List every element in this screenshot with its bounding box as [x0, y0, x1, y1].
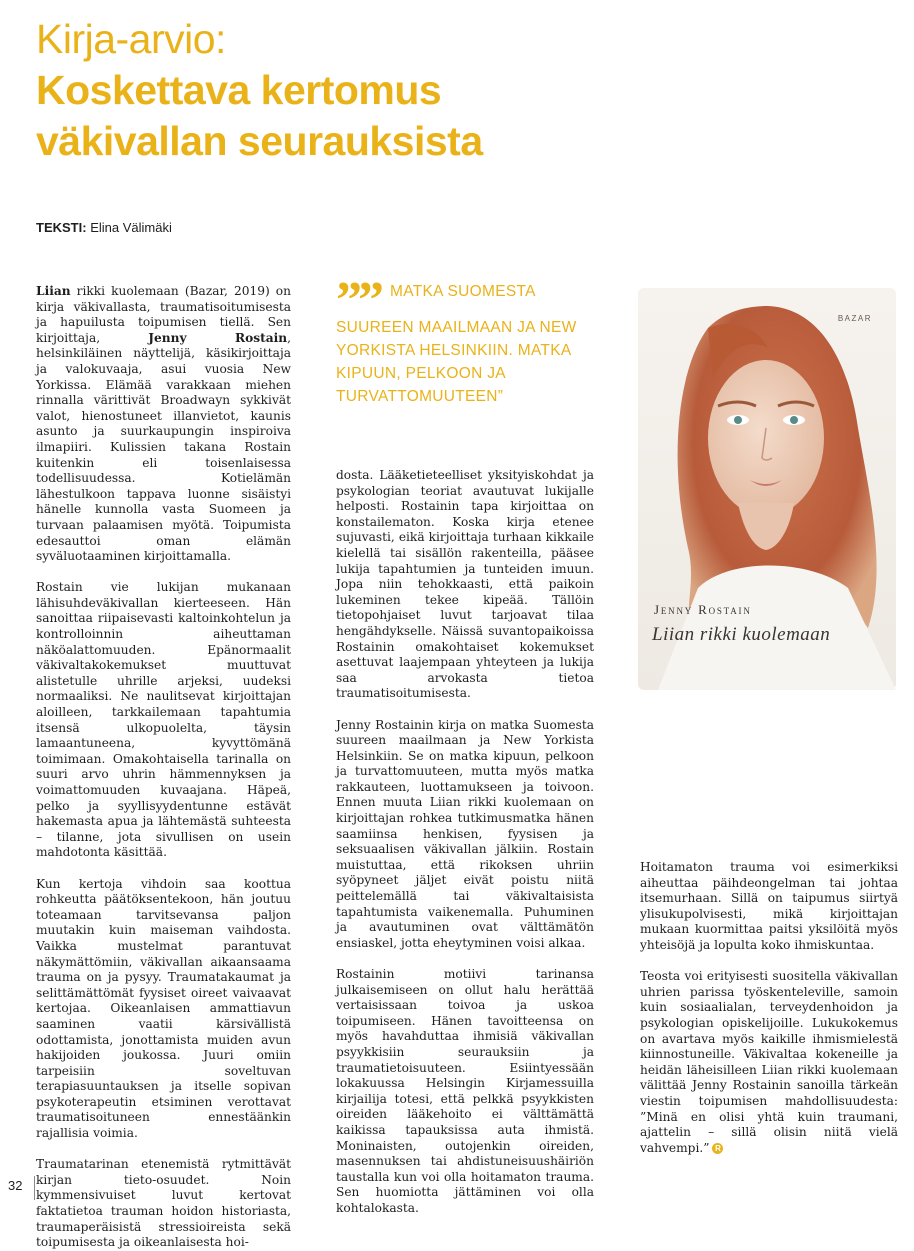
pull-quote-text: MATKA SUOMESTA SUUREEN MAAILMAAN JA NEW YORKISTA HELSINKIIN. MATKA KIPUUN, PELKOON JA TURVATTOMUUTEEN”: [336, 283, 577, 405]
paragraph: dosta. Lääketieteelliset yksityiskohdat ja psykologian teoriat avautuvat lukijalle helposti. Rostainin tapa kirjoittaa on konstailematon. Koska kirja etenee sujuvasti, eikä kirjoittaja turhaan kikkaile kielellä tai sisällön rakenteilla, pääsee lukija tapahtumien ja tunteiden imuun. Jopa niin tehokkaasti, että paikoin lukeminen tekee kipeää. Tällöin tietopohjaiset luvut tarjoavat tilaa hengähdykselle. Näissä suvantopaikoissa Rostainin omakohtaiset kokemukset asettuvat laajempaan yhteyteen ja lukija saa arvokasta tietoa traumatisoitumisesta.: [336, 468, 594, 701]
article-title: [36, 14, 596, 167]
paragraph: Kun kertoja vihdoin saa koottua rohkeutta päätöksentekoon, hän joutuu toteamaan tarvitsevansa paljon muutakin kuin maiseman vaihdosta. Vaikka mustelmat parantuvat näkymättömiin, väkivallan aikaansaama trauma on ja pysyy. Traumatakaumat ja selittämättömät fyysiset oireet vaivaavat kertojaa. Oikeanlaisen ammattiavun saaminen vaatii kärsivällistä odottamista, jonottamista muiden avun hakijoiden joukossa. Juuri omiin tarpeisiin soveltuvan terapiasuuntauksen ja itselle sopivan psykoterapeutin etsiminen verottavat traumatisoituneen ennestäänkin rajallisia voimia.: [36, 876, 291, 1141]
end-mark-icon: R: [712, 1143, 723, 1154]
body-column-2: [336, 468, 594, 1217]
byline-label: TEKSTI:: [36, 220, 87, 235]
paragraph: Traumatarinan etenemistä rytmittävät kirjan tieto-osuudet. Noin kymmensivuiset luvut kertovat faktatietoa trauman hoidon historiasta, traumaperäisistä stressioireista sekä toipumisesta ja oikeanlaisesta hoi-: [36, 1157, 291, 1250]
paragraph: Hoitamaton trauma voi esimerkiksi aiheuttaa päihdeongelman tai johtaa itsemurhaan. Sillä on taipumus siirtyä ylisukupolvisesti, mikä kirjoittajan mukaan kuormittaa paitsi yksilöitä myös yhteisöjä ja lopulta koko ihmiskuntaa.: [640, 860, 898, 952]
pull-quote: [336, 272, 596, 408]
paragraph: [640, 969, 898, 1156]
paragraph-text: , helsinkiläinen näyttelijä, käsikirjoittaja ja valokuvaaja, asui vuosia New Yorkissa. Elämää varakkaan miehen rinnalla värittivät Broadwayn sykkivät valot, hienostuneet illanvietot, kaunis asunto ja suurkaupungin inspiroiva ilmapiiri. Kulissien takana Rostain kuitenkin eli toisenlaisessa todellisuudessa. Kotielämän lähestulkoon tappava luonne sisäistyi hänelle kunnolla vasta Suomeen ja turvaan palaamisen myötä. Toipumista edesauttoi oman elämän syväluotaaminen kirjoittamalla.: [36, 330, 291, 564]
page-number-divider: [34, 1176, 35, 1200]
cover-author: Jenny Rostain: [654, 602, 752, 617]
body-column-3: [640, 860, 898, 1156]
book-cover-image: [638, 288, 896, 690]
author-name-bold: Jenny Rostain: [148, 330, 288, 345]
page-number: 32: [8, 1178, 23, 1193]
byline: [36, 220, 172, 235]
paragraph-text: rikki kuolemaan (Bazar, 2019) on kirja väkivallasta, traumatisoitumisesta ja hapuilusta toipumisen tiellä. Sen kirjoittaja,: [36, 284, 291, 345]
book-title-bold: Liian: [36, 284, 71, 298]
paragraph: [36, 284, 291, 565]
paragraph: Rostain vie lukijan mukanaan lähisuhdeväkivallan kierteeseen. Hän sanoittaa riipaisevasti kaltoinkohtelun ja kontrolloinnin aiheuttaman näköalattomuuden. Epänormaalit väkivaltakokemukset muuttuvat alistetulle uhrille arjeksi, uudeksi normaaliksi. Ne naulitsevat kirjoittajan aloilleen, tarkkailemaan tapahtumia itsensä ulkopuolelta, täysin lamaantuneena, kyvyttömänä toimimaan. Omakohtaisella tarinalla on suuri arvo uhrin hämmennyksen ja voimattomuuden kuvaajana. Häpeä, pelko ja syyllisyydentunne estävät hakemasta apua ja lähtemästä suhteesta – tilanne, jota sivullisen on usein mahdotonta käsittää.: [36, 580, 291, 860]
quote-mark-icon: ””: [336, 272, 380, 329]
byline-author: Elina Välimäki: [90, 220, 172, 235]
paragraph-text: Teosta voi erityisesti suositella väkivallan uhrien parissa työskenteleville, samoin kuin sosiaalialan, terveydenhoidon ja psykologian opiskelijoille. Lukukokemus on avartava myös kaikille ihmismielestä kiinnostuneille. Väkivaltaa kokeneille ja heidän läheisilleen Liian rikki kuolemaan välittää Jenny Rostainin sanoilla tärkeän viestin toipumisen mahdollisuudesta: ”Minä en olisi yhtä kuin traumani, ajattelin – sillä olisin niitä vielä vahvempi.”: [640, 969, 898, 1155]
paragraph: Rostainin motiivi tarinansa julkaisemiseen on ollut halu herättää vertaisissaan toivoa ja uskoa toipumiseen. Hänen tavoitteensa on myös havahduttaa ihmisiä väkivallan psyykkisiin seurauksiin ja traumatietoisuuteen. Esiintyessään lokakuussa Helsingin Kirjamessuilla kirjailija totesi, että pelkkä psyykkisten oireiden lääkehoito ei välttämättä kaikissa tapauksissa auta ihmistä. Moninaisten, outojenkin oireiden, masennuksen tai ahdistuneisuushäiriön taustalla kun voi olla hoitamaton trauma. Sen huomiotta jättäminen voi olla kohtalokasta.: [336, 967, 594, 1215]
title-line-1: Kirja-arvio:: [36, 16, 226, 62]
body-column-1: [36, 284, 291, 1251]
paragraph: Jenny Rostainin kirja on matka Suomesta suureen maailmaan ja New Yorkista Helsinkiin. Se on matka kipuun, pelkoon ja turvattomuuteen, mutta myös matka rakkauteen, luottamukseen ja toivoon. Ennen muuta Liian rikki kuolemaan on kirjoittajan rohkea tutkimusmatka hänen saamiinsa henkisen, fyysisen ja seksuaalisen väkivallan jälkiin. Rostain muistuttaa, että rikoksen uhriin syöpyneet jäljet eivät poistu niitä peittelemällä tai väkivaltaisista tapahtumista vaikenemalla. Puhuminen ja avautuminen ovat välttämätön ensiaskel, jotta eheytyminen voisi alkaa.: [336, 717, 594, 950]
title-line-2: Koskettava kertomus: [36, 67, 442, 113]
cover-title: Liian rikki kuolemaan: [652, 624, 831, 645]
cover-publisher: BAZAR: [837, 314, 872, 323]
title-line-3: väkivallan seurauksista: [36, 118, 483, 164]
